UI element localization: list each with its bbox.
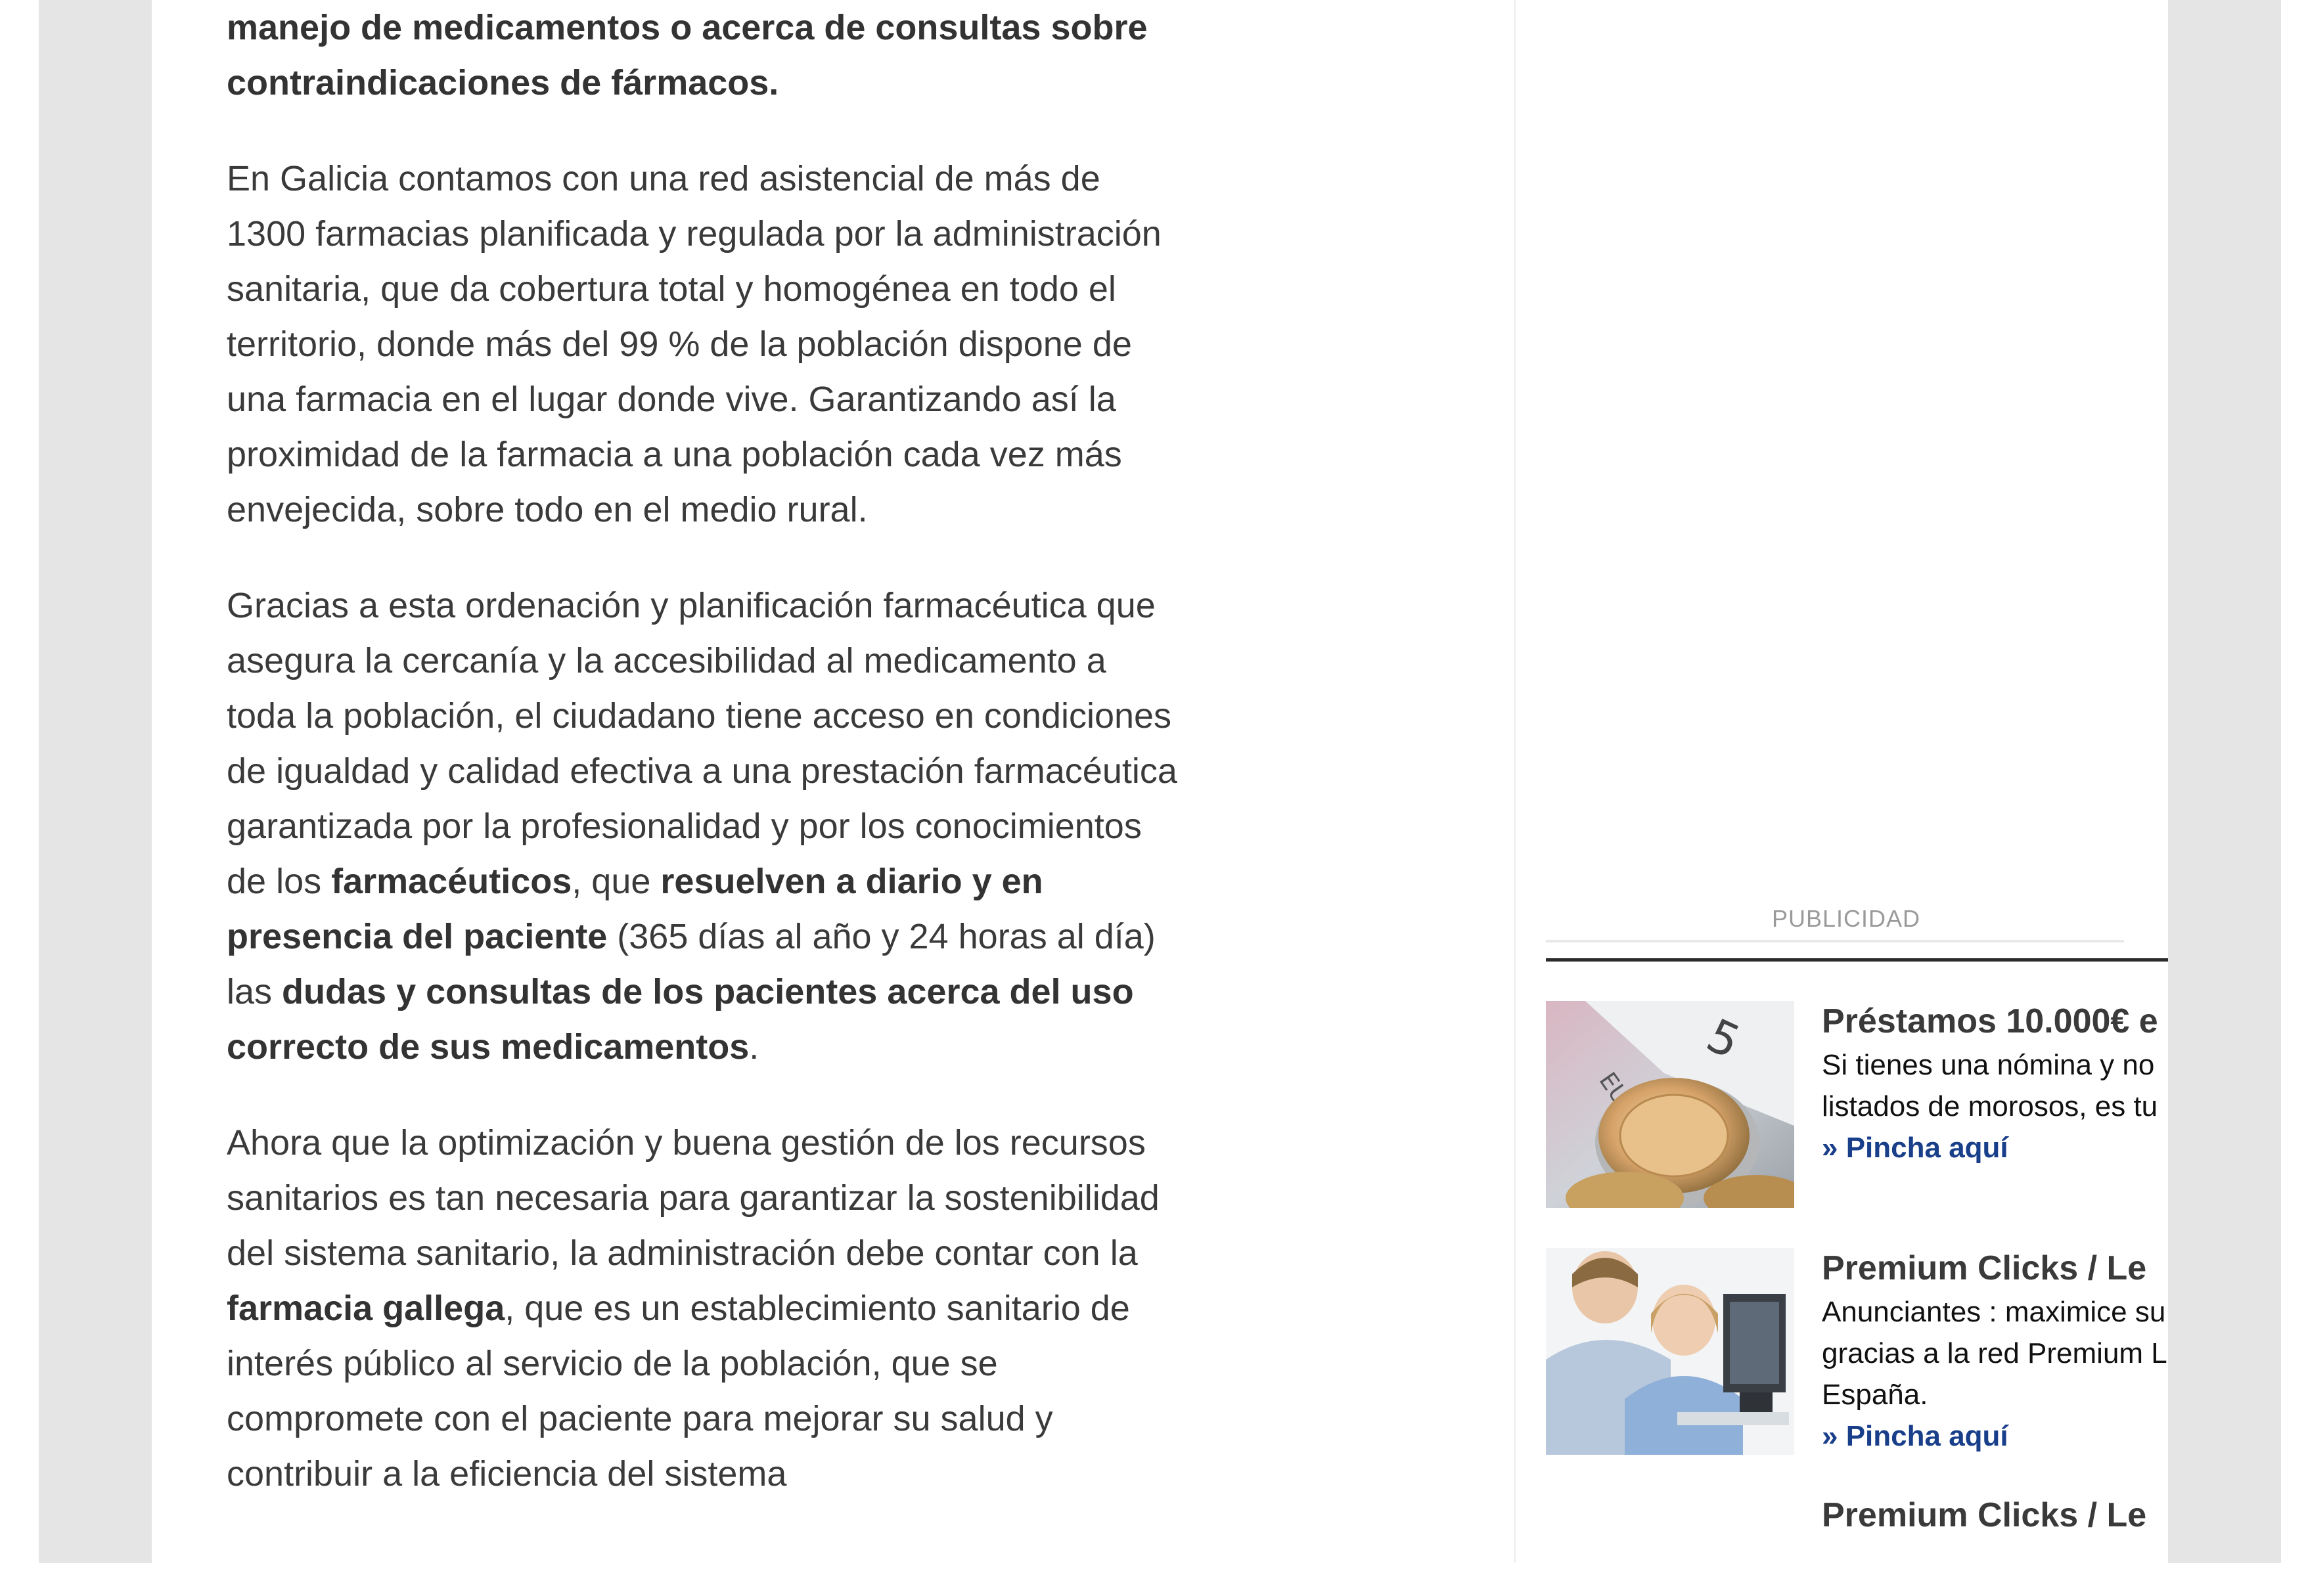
article-paragraph-4 — [227, 1115, 1179, 1501]
people-computer-image[interactable] — [1546, 1248, 1794, 1455]
paragraph-text: , que es un establecimiento sanitario de interés público al servicio de la población, que se compromete con el paciente para mejorar su salud y contribuir a la eficiencia del sistema — [227, 1289, 1130, 1494]
article-paragraph-1 — [227, 0, 1179, 110]
euro-coin-image[interactable] — [1546, 1001, 1794, 1208]
paragraph-text: . — [749, 1027, 759, 1067]
ad-text-block — [1822, 1245, 2168, 1457]
ad-link[interactable]: » Pincha aquí — [1822, 1132, 2008, 1164]
svg-text:5: 5 — [1698, 1008, 1748, 1070]
advertising-label: PUBLICIDAD — [1771, 905, 1921, 932]
bold-text: resuelven a diario y en presencia del paciente — [227, 862, 1043, 956]
right-gutter — [2281, 0, 2306, 1596]
right-frame — [2168, 0, 2281, 1563]
bold-text: manejo de medicamentos o acerca de consultas sobre contraindicaciones de fármacos. — [227, 8, 1148, 102]
paragraph-text: , que — [572, 862, 661, 901]
article-paragraph-2 — [227, 151, 1179, 537]
ad-title[interactable]: Premium Clicks / Le — [1822, 1249, 2147, 1287]
bottom-band — [0, 1563, 2306, 1596]
article-body — [227, 0, 1179, 1542]
paragraph-text: En Galicia contamos con una red asistencial de más de 1300 farmacias planificada y regulada por la administración sanitaria, que da cobertura total y homogénea en todo el territorio, donde más del 99 % de la población dispone de una farmacia en el lugar donde vive. Garantizando así la proximidad de la farmacia a una población cada vez más envejecida, sobre todo en el medio rural. — [227, 159, 1162, 529]
bold-text: farmacéuticos — [331, 862, 572, 901]
ad-description: gracias a la red Premium L — [1822, 1337, 2167, 1369]
ad-text-block — [1822, 1492, 2168, 1538]
left-frame — [39, 0, 152, 1563]
ad-description: España. — [1822, 1379, 1928, 1411]
article-paragraph-3 — [227, 578, 1179, 1075]
paragraph-text: (365 días al año y 24 horas al día) las — [227, 917, 1156, 1011]
bold-text: farmacia gallega — [227, 1289, 505, 1328]
ad-divider-light — [1546, 940, 2124, 942]
ad-description: listados de morosos, es tu — [1822, 1090, 2158, 1122]
bold-text: dudas y consultas de los pacientes acerca del uso correcto de sus medicamentos — [227, 972, 1134, 1067]
ad-title[interactable]: Premium Clicks / Le — [1822, 1496, 2147, 1534]
ad-link[interactable]: » Pincha aquí — [1822, 1420, 2008, 1452]
paragraph-text: Ahora que la optimización y buena gestión de los recursos sanitarios es tan necesaria para garantizar la sostenibilidad del sistema sanitario, la administración debe contar con la — [227, 1123, 1160, 1273]
paragraph-text: Gracias a esta ordenación y planificación farmacéutica que asegura la cercanía y la accesibilidad al medicamento a toda la población, el ciudadano tiene acceso en condiciones de igualdad y calidad efectiva a una prestación farmacéutica garantizada por la profesionalidad y por los conocimientos de los — [227, 586, 1177, 901]
ad-description: Anunciantes : maximice su — [1822, 1296, 2166, 1328]
sidebar-divider — [1514, 0, 1516, 1563]
left-gutter — [0, 0, 39, 1596]
ad-description: Si tienes una nómina y no — [1822, 1049, 2155, 1081]
ad-divider-dark — [1546, 958, 2168, 962]
ad-title[interactable]: Préstamos 10.000€ e — [1822, 1002, 2158, 1040]
ad-text-block — [1822, 998, 2168, 1168]
